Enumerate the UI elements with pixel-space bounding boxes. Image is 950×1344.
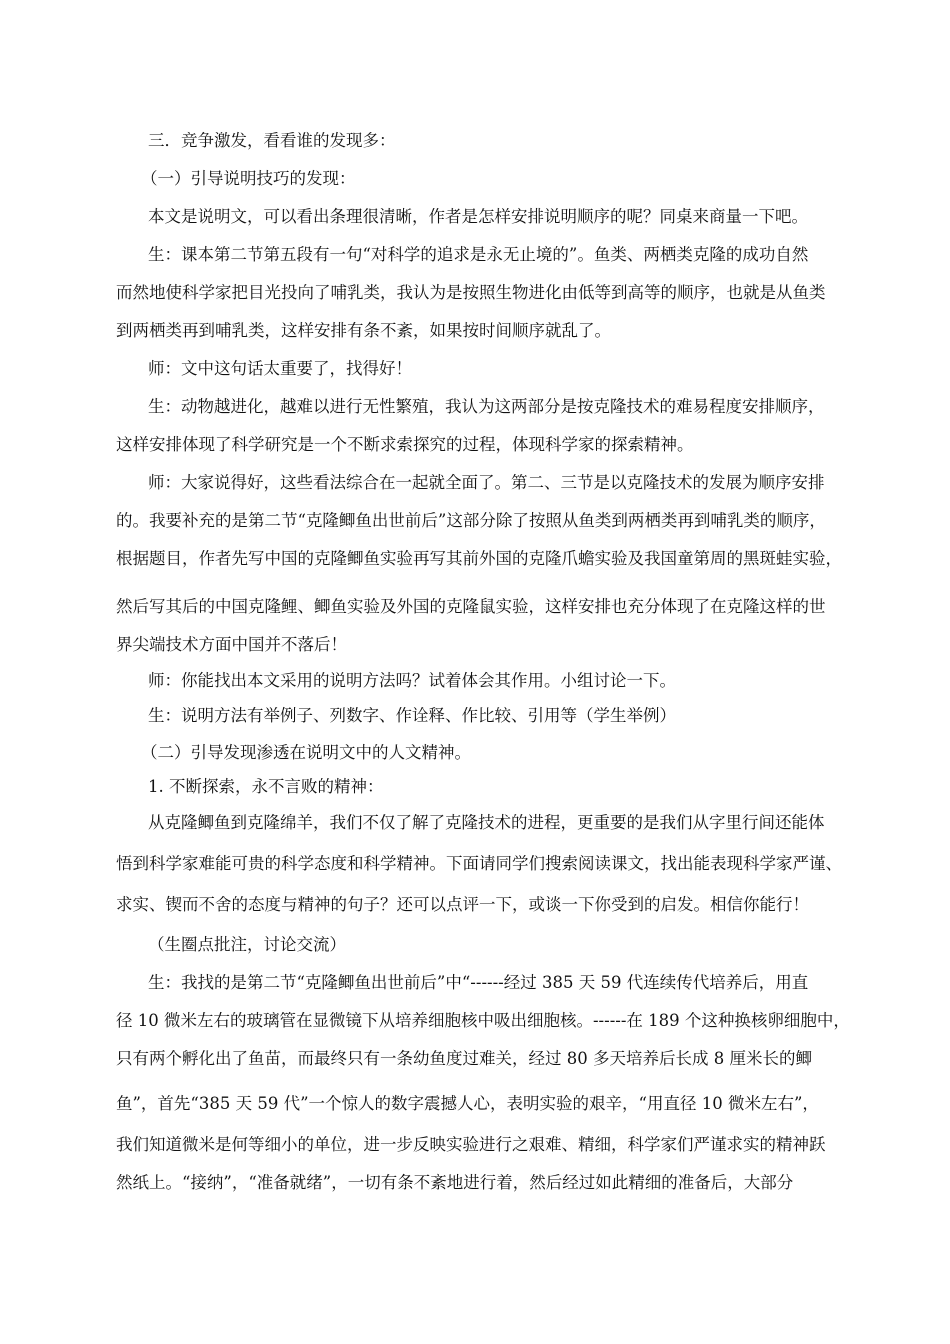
paragraph-line: 求实、锲而不舍的态度与精神的句子？还可以点评一下，或谈一下你受到的启发。相信你能行！ [116,895,809,914]
paragraph-line: 悟到科学家难能可贵的科学态度和科学精神。下面请同学们搜索阅读课文，找出能表现科学家严谨、 [116,854,842,873]
paragraph-line: 只有两个孵化出了鱼苗，而最终只有一条幼鱼度过难关，经过 80 多天培养后长成 8 厘米长的鲫 [116,1049,812,1068]
paragraph-line: 本文是说明文，可以看出条理很清晰，作者是怎样安排说明顺序的呢？同桌来商量一下吧。 [148,207,808,226]
paragraph-line: 师：文中这句话太重要了，找得好！ [148,359,412,378]
paragraph-line: 根据题目，作者先写中国的克隆鲫鱼实验再写其前外国的克隆爪蟾实验及我国童第周的黑斑蛙实验， [116,549,842,568]
paragraph-line: 从克隆鲫鱼到克隆绵羊，我们不仅了解了克隆技术的进程，更重要的是我们从字里行间还能体 [148,813,825,832]
subsection-heading: （一）引导说明技巧的发现： [141,169,356,188]
numbered-heading: 1. 不断探索，永不言败的精神： [148,777,384,796]
paragraph-line: 径 10 微米左右的玻璃管在显微镜下从培养细胞核中吸出细胞核。------在 189 个这种换核卵细胞中， [116,1011,850,1030]
paragraph-line: 生：我找的是第二节“克隆鲫鱼出世前后”中“------经过 385 天 59 代连续传代培养后，用直 [148,973,809,992]
section-heading: 三．竞争激发，看看谁的发现多： [148,131,396,150]
paragraph-line: （生圈点批注，讨论交流） [148,935,346,954]
paragraph-line: 而然地使科学家把目光投向了哺乳类，我认为是按照生物进化由低等到高等的顺序，也就是从鱼类 [116,283,826,302]
paragraph-line: 师：你能找出本文采用的说明方法吗？试着体会其作用。小组讨论一下。 [148,671,676,690]
paragraph-line: 到两栖类再到哺乳类，这样安排有条不紊，如果按时间顺序就乱了。 [116,321,611,340]
paragraph-line: 生：动物越进化，越难以进行无性繁殖，我认为这两部分是按克隆技术的难易程度安排顺序， [148,397,825,416]
paragraph-line: 然后写其后的中国克隆鲤、鲫鱼实验及外国的克隆鼠实验，这样安排也充分体现了在克隆这样的世 [116,597,826,616]
paragraph-line: 然纸上。“接纳”，“准备就绪”，一切有条不紊地进行着，然后经过如此精细的准备后，大部分 [116,1173,794,1192]
paragraph-line: 我们知道微米是何等细小的单位，进一步反映实验进行之艰难、精细，科学家们严谨求实的精神跃 [116,1135,826,1154]
paragraph-line: 这样安排体现了科学研究是一个不断求索探究的过程，体现科学家的探索精神。 [116,435,694,454]
paragraph-line: 鱼”，首先“385 天 59 代”一个惊人的数字震撼人心，表明实验的艰辛，“用直径 10 微米左右”， [116,1094,819,1113]
paragraph-line: 师：大家说得好，这些看法综合在一起就全面了。第二、三节是以克隆技术的发展为顺序安排 [148,473,825,492]
paragraph-line: 生：说明方法有举例子、列数字、作诠释、作比较、引用等（学生举例） [148,706,676,725]
paragraph-line: 生：课本第二节第五段有一句“对科学的追求是永无止境的”。鱼类、两栖类克隆的成功自然 [148,245,809,264]
paragraph-line: 的。我要补充的是第二节“克隆鲫鱼出世前后”这部分除了按照从鱼类到两栖类再到哺乳类的顺序， [116,511,826,530]
subsection-heading: （二）引导发现渗透在说明文中的人文精神。 [141,743,471,762]
paragraph-line: 界尖端技术方面中国并不落后！ [116,635,347,654]
